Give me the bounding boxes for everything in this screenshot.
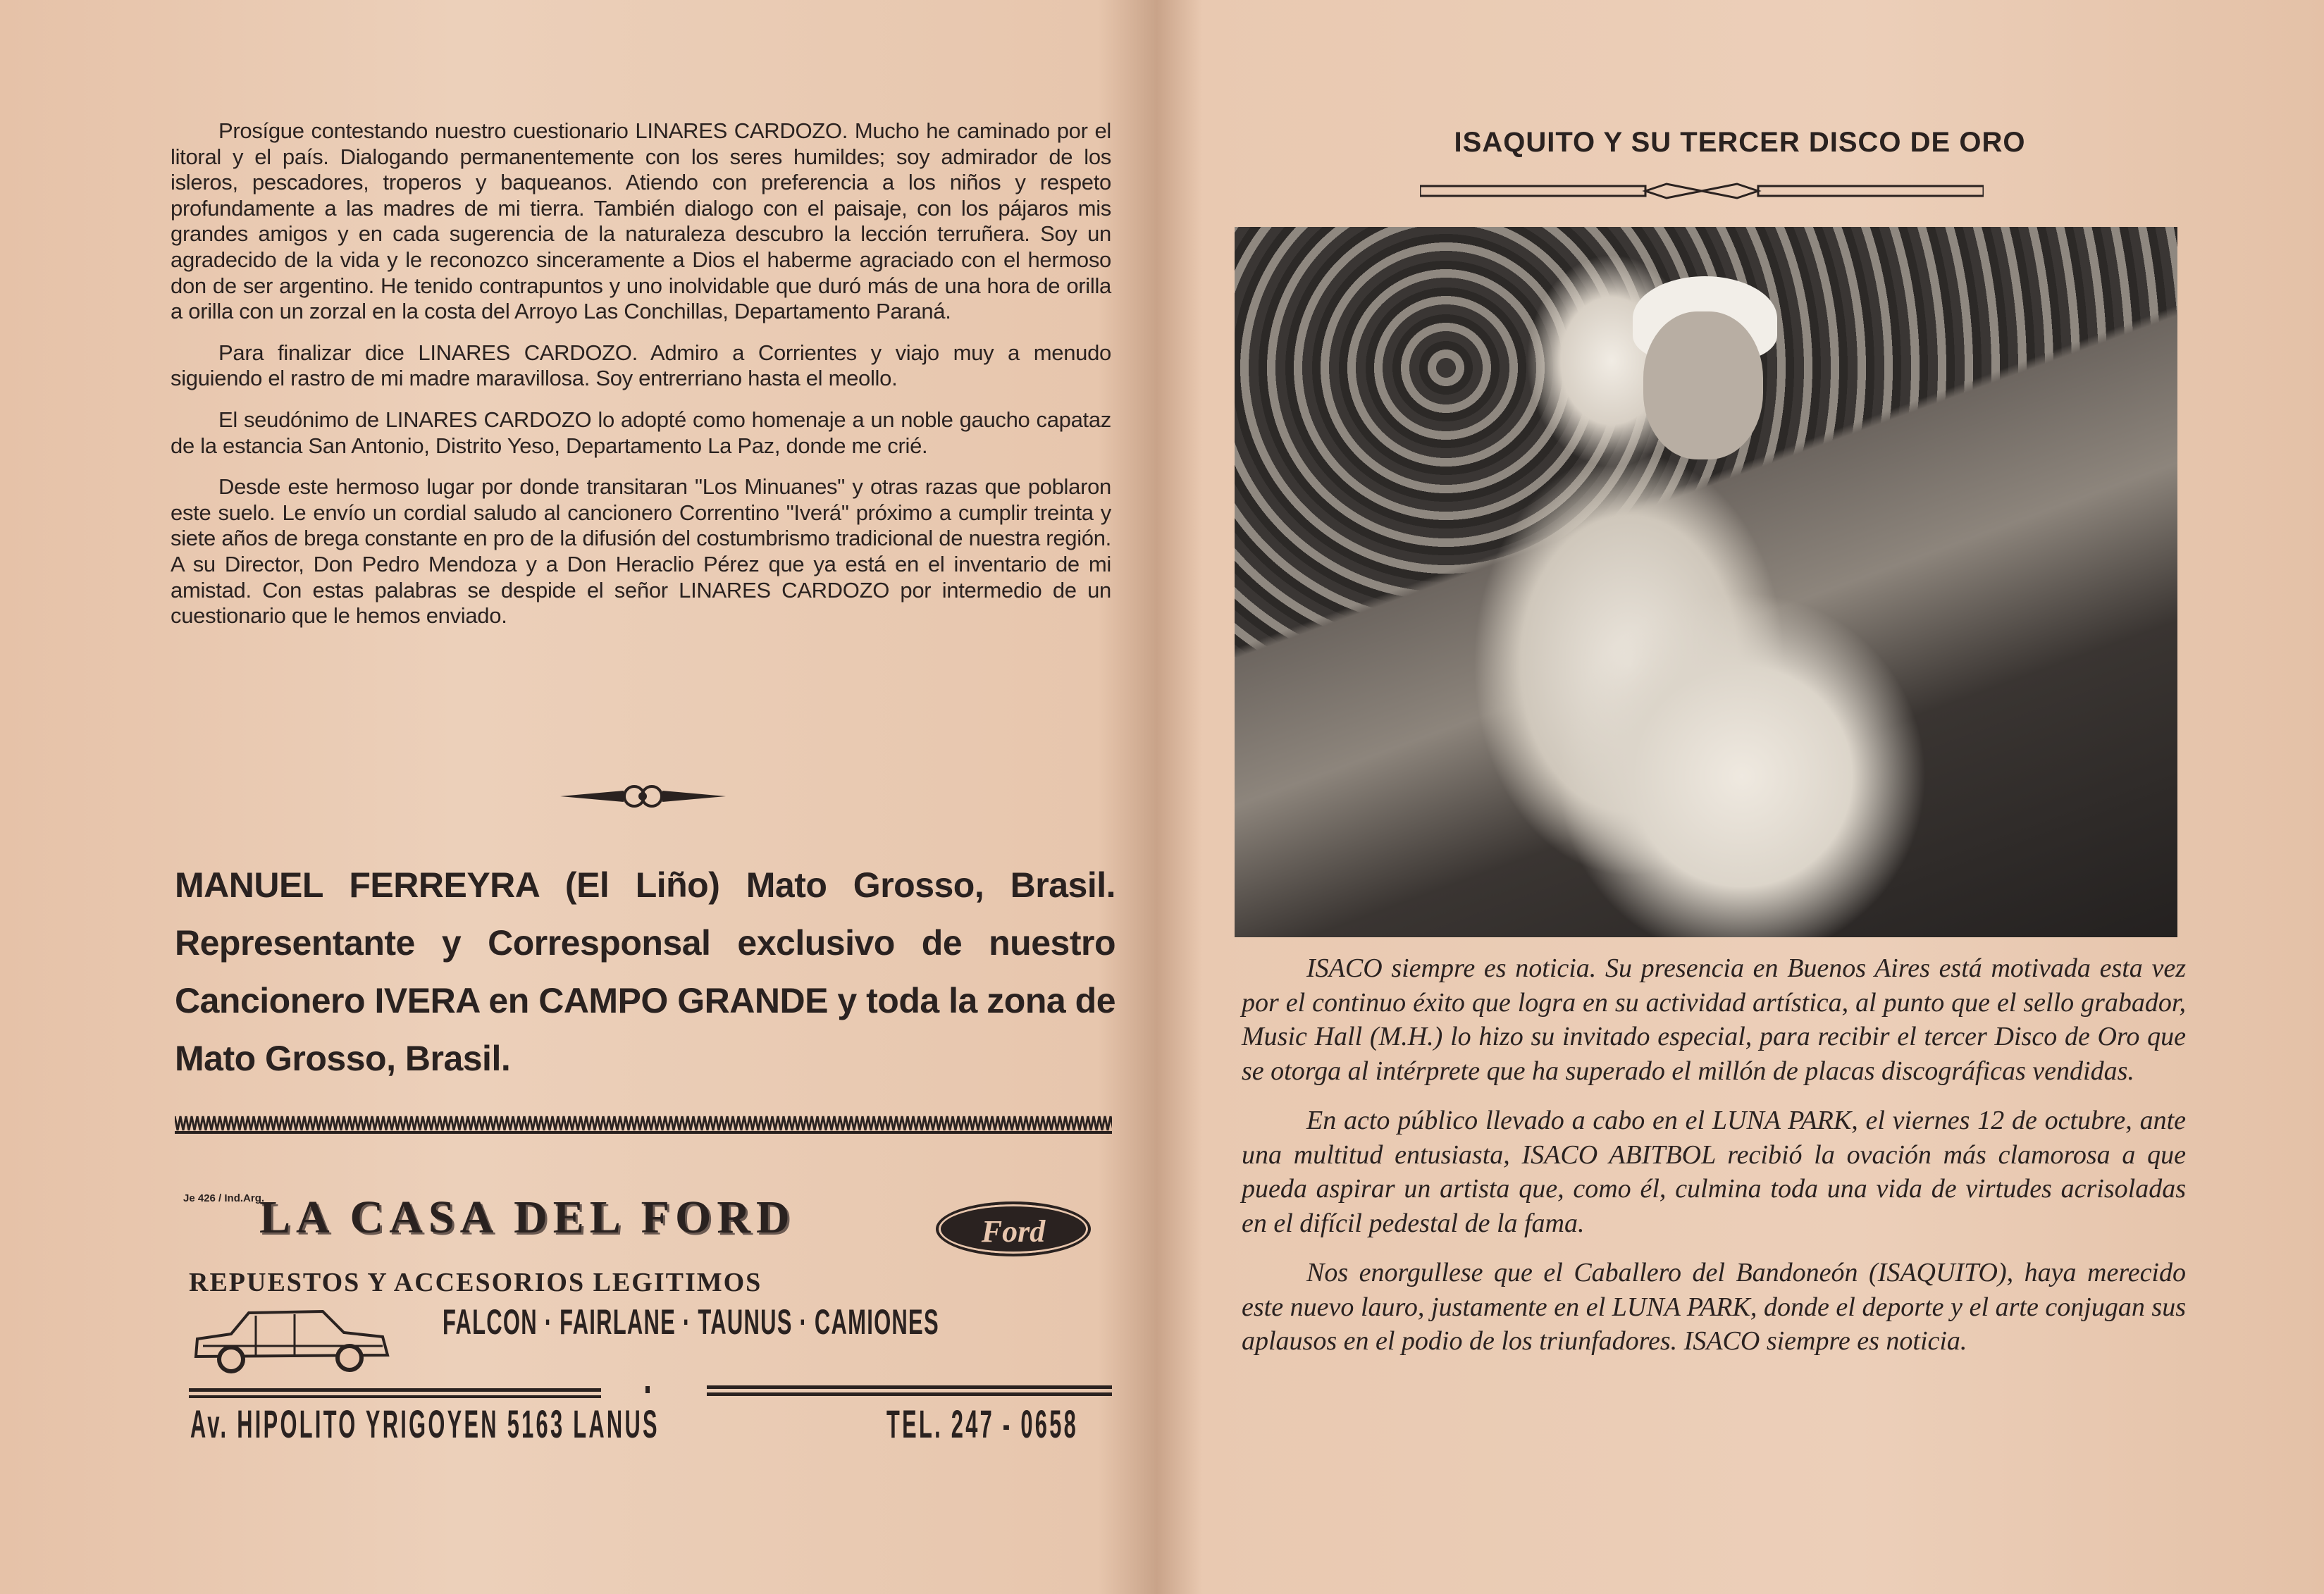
car-icon: [189, 1307, 393, 1374]
paragraph: Desde este hermoso lugar por donde transitaran "Los Minuanes" y otras razas que poblaron este suelo. Le envío un cordial saludo al cancionero Correntino "Iverá" próximo a cumplir treinta y siete años de brega constante en pro de la difusión del costumbrismo tradicional de nuestra región. A su Director, Don Pedro Mendoza y a Don Heraclio Pérez que ya está en el inventario de mi amistad. Con estas palabras se despide el señor LINARES CARDOZO por intermedio de un cuestionario que le hemos enviado.: [171, 474, 1111, 629]
representative-notice: MANUEL FERREYRA (El Liño) Mato Grosso, Brasil. Representante y Corresponsal exclusivo de nuestro Cancionero IVERA en CAMPO GRANDE y toda la zona de Mato Grosso, Brasil.: [175, 865, 1115, 1078]
ad-address: Av. HIPOLITO YRIGOYEN 5163 LANUS: [190, 1402, 660, 1446]
isaquito-photo: [1235, 227, 2177, 937]
ad-phone: TEL. 247 - 0658: [886, 1402, 1079, 1446]
isaquito-article: [1242, 951, 2186, 1374]
zigzag-divider: [175, 1113, 1112, 1135]
paragraph: El seudónimo de LINARES CARDOZO lo adopté como homenaje a un noble gaucho capataz de la estancia San Antonio, Distrito Yeso, Departamento La Paz, donde me crié.: [171, 407, 1111, 458]
ford-advertisement: [175, 1177, 1112, 1459]
paragraph: ISACO siempre es noticia. Su presencia en Buenos Aires está motivada esta vez por el continuo éxito que logra en su actividad artística, al punto que el sello grabador, Music Hall (M.H.) lo hizo su invitado especial, para recibir el tercer Disco de Oro que se otorga al intérprete que ha superado el millón de placas discográficas vendidas.: [1242, 953, 2186, 1086]
title-ornament-rule: [1420, 182, 1984, 200]
article-title: ISAQUITO Y SU TERCER DISCO DE ORO: [1454, 127, 2026, 158]
floral-ornament-icon: [557, 775, 729, 817]
paragraph: Nos enorgullese que el Caballero del Bandoneón (ISAQUITO), haya merecido este nuevo lauro, justamente en el LUNA PARK, donde el deporte y el arte conjugan sus aplausos en el podio de los triunfadores. ISACO siempre es noticia.: [1242, 1258, 2186, 1356]
ad-code: Je 426 / Ind.Arg.: [183, 1192, 265, 1204]
ad-models: FALCON · FAIRLANE · TAUNUS · CAMIONES: [443, 1302, 939, 1342]
ford-logo: Ford: [936, 1201, 1091, 1256]
ad-parts: REPUESTOS Y ACCESORIOS LEGITIMOS: [189, 1268, 762, 1297]
paragraph: En acto público llevado a cabo en el LUNA PARK, el viernes 12 de octubre, ante una multitud entusiasta, ISACO ABITBOL recibió la ovación más clamorosa a que pueda aspirar un artista que, como él, culmina toda una vida de virtudes acrisoladas en el difícil pedestal de la fama.: [1242, 1106, 2186, 1238]
interview-article: [171, 118, 1111, 645]
paragraph: Prosígue contestando nuestro cuestionario LINARES CARDOZO. Mucho he caminado por el litoral y el país. Dialogando permanentemente con los seres humildes; soy admirador de los isleros, pescadores, troperos y baqueanos. Atiendo con preferencia a los niños y respeto profundamente a las madres de mi tierra. También dialogo con el paisaje, con los pájaros mis grandes amigos y en cada sugerencia de la naturaleza descubro la lección terruñera. Soy un agradecido de la vida y le reconozco sinceramente a Dios el haberme agraciado con el hermoso don de ser argentino. He tenido contrapuntos y uno inolvidable que duró más de una hora de orilla a orilla con un zorzal en la costa del Arroyo Las Conchillas, Departamento Paraná.: [171, 118, 1111, 324]
photo-face: [1643, 311, 1763, 459]
paragraph: Para finalizar dice LINARES CARDOZO. Admiro a Corrientes y viajo muy a menudo siguiendo el rastro de mi madre maravillosa. Soy entrerriano hasta el meollo.: [171, 340, 1111, 391]
ad-name: LA CASA DEL FORD: [259, 1192, 796, 1243]
